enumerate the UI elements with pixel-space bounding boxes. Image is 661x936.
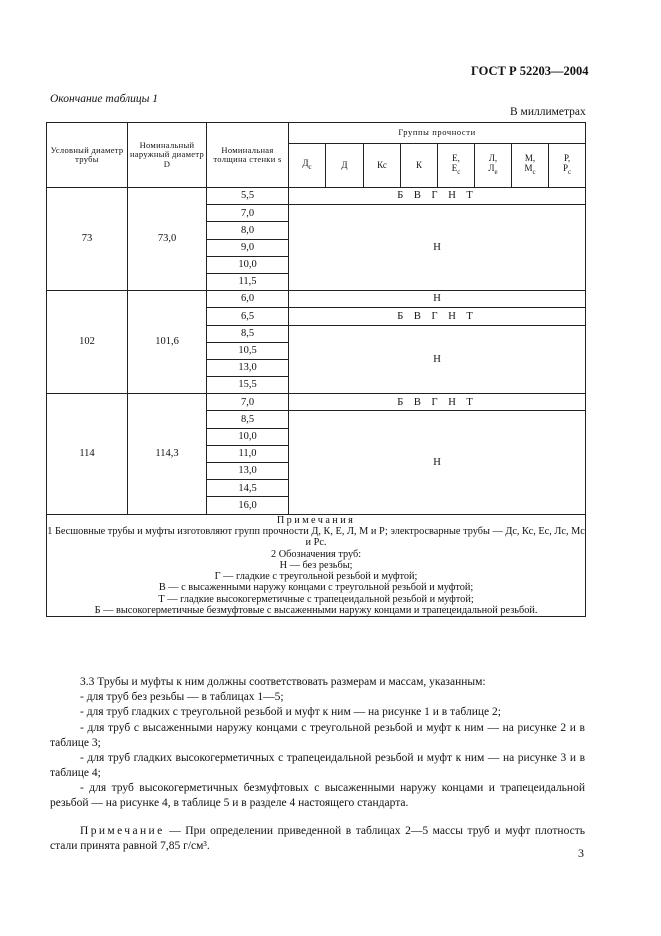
list-item: - для труб гладких с треугольной резьбой и муфт к ним — на рисунке 1 и в таблице 2; <box>80 706 501 719</box>
wall-cell: 6,0 <box>207 291 289 308</box>
group-values-cell: Б В Г Н Т <box>289 308 586 325</box>
table-row <box>47 291 586 308</box>
table-caption: Окончание таблицы 1 <box>50 93 158 105</box>
note-item: Б — высокогерметичные безмуфтовые с высаженными наружу концами и трапецеидальной резьбой. <box>94 605 538 617</box>
wall-cell: 10,0 <box>207 428 289 445</box>
group-d: Д <box>326 144 364 188</box>
notes-title: Примечания <box>276 514 356 526</box>
standard-header: ГОСТ Р 52203—2004 <box>471 64 589 78</box>
units-label: В миллиметрах <box>510 106 586 118</box>
group-values-cell: Б В Г Н Т <box>289 394 586 411</box>
wall-cell: 14,5 <box>207 480 289 497</box>
group-values-cell: Н <box>289 205 586 291</box>
wall-cell: 6,5 <box>207 308 289 325</box>
header-outer-diameter: Номинальный наружный диаметр D <box>128 123 207 188</box>
table-row <box>47 188 586 205</box>
wall-cell: 13,0 <box>207 359 289 376</box>
wall-cell: 15,5 <box>207 377 289 394</box>
wall-cell: 9,0 <box>207 239 289 256</box>
body-note <box>50 824 585 854</box>
cond-diameter-cell: 73 <box>47 188 128 291</box>
group-values-cell: Н <box>289 291 586 308</box>
group-kc: Кс <box>364 144 401 188</box>
group-ds: $Д_с$ <box>289 144 326 188</box>
group-values-cell: Н <box>289 411 586 514</box>
wall-cell: 8,5 <box>207 411 289 428</box>
note-item: Г — гладкие с треугольной резьбой и муфтой; <box>214 571 418 583</box>
group-values-cell: Б В Г Н Т <box>289 188 586 205</box>
note-item: В — с высаженными наружу концами с треугольной резьбой и муфтой; <box>158 582 474 594</box>
outer-diameter-cell: 73,0 <box>128 188 207 291</box>
note-label: Примечание <box>80 824 165 837</box>
outer-diameter-cell: 101,6 <box>128 291 207 394</box>
wall-cell: 7,0 <box>207 394 289 411</box>
note-item: Т — гладкие высокогерметичные с трапецеидальной резьбой и муфтой; <box>158 593 474 605</box>
wall-cell: 11,5 <box>207 273 289 290</box>
group-values-cell: Н <box>289 325 586 394</box>
wall-cell: 8,5 <box>207 325 289 342</box>
table-notes <box>47 514 586 617</box>
list-item: - для труб с высаженными наружу концами с треугольной резьбой и муфт к ним — на рисунке 2 и в таблице 3; <box>50 721 585 749</box>
pipe-table <box>46 122 586 617</box>
header-groups: Группы прочности <box>289 123 586 144</box>
body-text <box>50 675 585 854</box>
group-e: Е, $Е_с$ <box>438 144 475 188</box>
list-item: - для труб без резьбы — в таблицах 1—5; <box>80 691 284 704</box>
list-item: - для труб гладких высокогерметичных с трапецеидальной резьбой и муфт к ним — на рисунке 3 и в таблице 4; <box>50 751 585 780</box>
wall-cell: 10,0 <box>207 256 289 273</box>
note-2: 2 Обозначения труб: <box>270 548 362 560</box>
group-k: К <box>401 144 438 188</box>
header-cond-diameter: Условный диаметр трубы <box>47 123 128 188</box>
cond-diameter-cell: 114 <box>47 394 128 514</box>
table-row <box>47 394 586 411</box>
group-l: Л, $Л_е$ <box>475 144 512 188</box>
cond-diameter-cell: 102 <box>47 291 128 394</box>
note-item: Н — без резьбы; <box>279 559 353 571</box>
wall-cell: 7,0 <box>207 205 289 222</box>
outer-diameter-cell: 114,3 <box>128 394 207 514</box>
wall-cell: 5,5 <box>207 188 289 205</box>
wall-cell: 11,0 <box>207 445 289 462</box>
header-wall: Номинальная толщина стенки s <box>207 123 289 188</box>
page-number: 3 <box>578 846 584 860</box>
wall-cell: 13,0 <box>207 463 289 480</box>
wall-cell: 10,5 <box>207 342 289 359</box>
paragraph-3-3: 3.3 Трубы и муфты к ним должны соответствовать размерам и массам, указанным: <box>80 676 486 688</box>
list-item: - для труб высокогерметичных безмуфтовых с высаженными наружу концами и трапецеидальной резьбой — на рисунке 4, в таблице 5 и в разделе 4 настоящего стандарта. <box>50 782 585 810</box>
group-r: Р, $Р_с$ <box>549 144 586 188</box>
note-1: 1 Бесшовные трубы и муфты изготовляют групп прочности Д, К, Е, Л, М и Р; электросварные трубы — Дс, Кс, Ес, Лс, Мс и Рс. <box>47 525 585 549</box>
wall-cell: 8,0 <box>207 222 289 239</box>
note-text: — При определении приведенной в таблицах 2—5 массы труб и муфт плотность стали принята равной 7,85 г/см³. <box>50 824 585 852</box>
group-m: М, $М_с$ <box>512 144 549 188</box>
wall-cell: 16,0 <box>207 497 289 514</box>
